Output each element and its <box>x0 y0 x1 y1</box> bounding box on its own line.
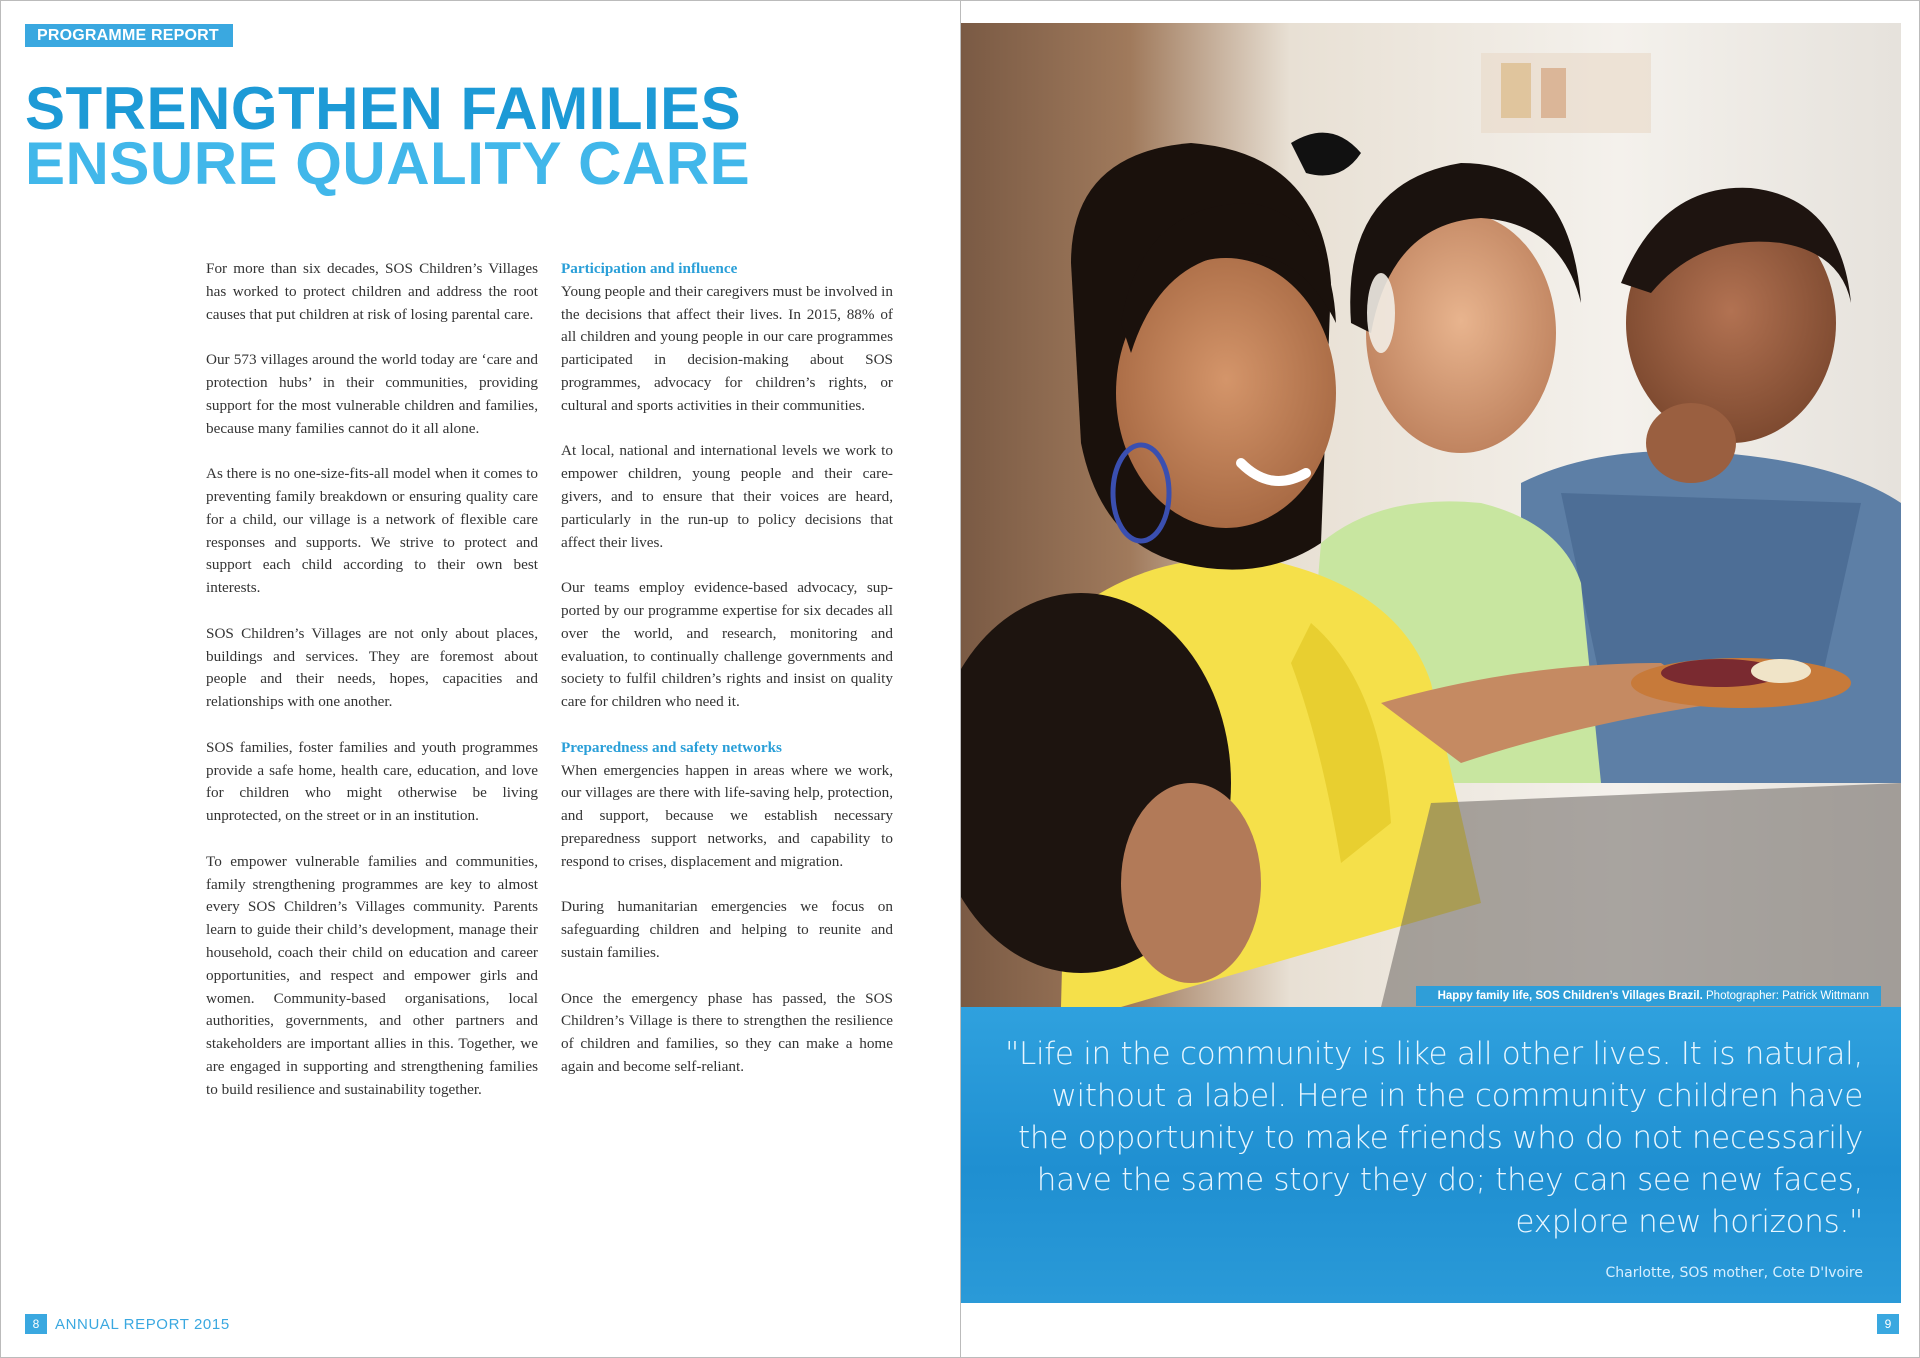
headline-line-2: ENSURE QUALITY CARE <box>25 130 751 197</box>
pull-quote: "Life in the community is like all other lives. It is natural, without a label. Here in the community children have the opportunity to make friends who do not necessarily have the same story they do; they can see new faces, explore new horizons." <box>1005 1036 1863 1240</box>
quote-box <box>961 1007 1901 1303</box>
paragraph: Young people and their caregivers must be involved in the decisions that affect their lives. In 2015, 88% of all children and young people in our care programmes participated in decision-making about SOS programmes, advocacy for children’s rights, or cultural and sports activities in their communities. <box>561 282 893 414</box>
right-page <box>960 0 1920 1358</box>
family-photo <box>961 23 1901 1007</box>
page-headline <box>25 75 751 197</box>
paragraph: As there is no one-size-fits-all model when it comes to preventing family breakdown or ensuring quality care for a child, our village is a network of flexible care responses and supports. We strive to protect and support each child according to their own best interests. <box>206 465 538 597</box>
paragraph: To empower vulnerable families and communities, family strengthening programmes are key to almost every SOS Children’s Villages community. Parents learn to guide their child’s development, manage their household, coach their child on education and career opportunities, and respect and empower girls and women. Community-based organisations, local authorities, governments, and other partners and stakeholders are important allies in this. Together, we are engaged in supporting and strengthening families to build resilience and sustainability together. <box>206 852 538 1098</box>
caption-title: Happy family life, SOS Children’s Villages Brazil. <box>1437 990 1703 1002</box>
section-tag: PROGRAMME REPORT <box>25 24 233 47</box>
photo-caption <box>1416 986 1881 1006</box>
page-number-left: 8 <box>25 1314 47 1334</box>
paragraph: Our teams employ evidence-based advocacy, sup-ported by our programme expertise for six decades all over the world, and research, monitoring and evaluation, to continually challenge governments and society to fulfil children’s rights and insist on quality care for children who need it. <box>561 579 893 711</box>
footer-title: ANNUAL REPORT 2015 <box>55 1315 230 1333</box>
subheading-participation: Participation and influence <box>561 260 738 277</box>
caption-credit: Photographer: Patrick Wittmann <box>1702 990 1869 1002</box>
left-footer <box>25 1314 230 1334</box>
paragraph: For more than six decades, SOS Children’s Villages has worked to protect children and address the root causes that put children at risk of losing parental care. <box>206 260 538 323</box>
quote-attribution: Charlotte, SOS mother, Cote D'Ivoire <box>1605 1265 1863 1281</box>
text-column-2 <box>561 258 893 1101</box>
paragraph: SOS families, foster families and youth programmes provide a safe home, health care, education, and love for children who might otherwise be living unprotected, on the street or in an institution. <box>206 738 538 825</box>
paragraph: Once the emergency phase has passed, the SOS Children’s Village is there to strengthen the resilience of children and families, so they can make a home again and become self-reliant. <box>561 989 893 1075</box>
paragraph: SOS Children’s Villages are not only about places, buildings and services. They are foremost about people and their needs, hopes, capacities and relationships with one another. <box>206 624 538 711</box>
photo-illustration <box>961 23 1901 1007</box>
paragraph: When emergencies happen in areas where we work, our villages are there with life-saving help, protection, and support, because we establish necessary preparedness support networks, and capability to respond to crises, displacement and migration. <box>561 761 893 870</box>
subheading-preparedness: Preparedness and safety networks <box>561 738 782 756</box>
right-footer <box>1877 1314 1899 1334</box>
paragraph: At local, national and international levels we work to empower children, young people and their care-givers, and to ensure that their voices are heard, particularly in the run-up to policy decisions that affect their lives. <box>561 442 893 551</box>
page-number-right: 9 <box>1877 1314 1899 1334</box>
headline-line-1: STRENGTHEN FAMILIES <box>25 75 742 142</box>
paragraph: Our 573 villages around the world today are ‘care and protection hubs’ in their communities, providing support for the most vulnerable children and families, because many families cannot do it all alone. <box>206 351 538 437</box>
paragraph: During humanitarian emergencies we focus on safeguarding children and helping to reunite and sustain families. <box>561 898 893 961</box>
text-column-1 <box>206 258 538 1124</box>
